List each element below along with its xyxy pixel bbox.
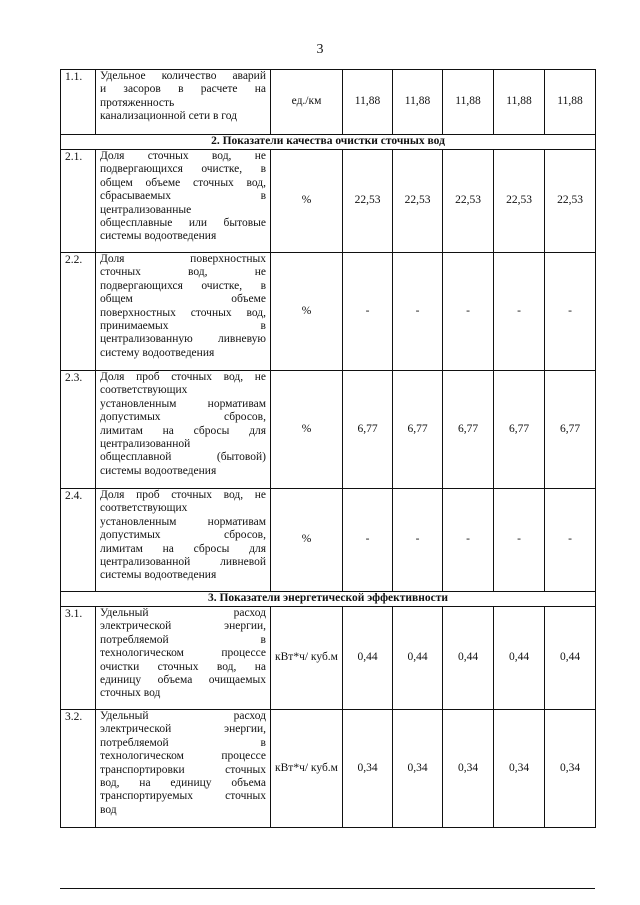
value-cell: 0,34 xyxy=(343,710,393,828)
description-line: канализационной сети в год xyxy=(100,110,237,123)
page-number: 3 xyxy=(316,42,324,57)
table-row xyxy=(61,150,596,253)
value-cell: - xyxy=(343,489,393,592)
description-line: установленным нормативам xyxy=(100,397,266,410)
row-number: 3.2. xyxy=(61,710,96,828)
indicators-table xyxy=(60,69,596,828)
value-cell: 11,88 xyxy=(545,70,596,135)
section-header-row xyxy=(61,592,596,607)
value-cell: 0,44 xyxy=(545,607,596,710)
value-cell: 0,44 xyxy=(343,607,393,710)
description-line: единицу объема очищаемых xyxy=(100,674,266,687)
indicator-description xyxy=(96,607,271,710)
description-line: потребляемой в xyxy=(100,633,266,646)
unit-cell: кВт*ч/ куб.м xyxy=(271,607,343,710)
value-cell: - xyxy=(545,253,596,371)
value-cell: - xyxy=(393,489,443,592)
description-line: допустимых сбросов, xyxy=(100,411,266,424)
value-cell: 11,88 xyxy=(494,70,545,135)
description-line: транспортировки сточных xyxy=(100,763,266,776)
value-cell: 22,53 xyxy=(443,150,494,253)
table-row xyxy=(61,710,596,828)
description-line: Удельное количество аварий xyxy=(100,70,266,82)
indicator-description xyxy=(96,489,271,592)
description-line: электрической энергии, xyxy=(100,723,266,736)
description-line: централизованной ливневой xyxy=(100,556,266,569)
description-line: системы водоотведения xyxy=(100,569,217,582)
description-line: централизованные xyxy=(100,203,192,216)
description-line: общем объеме xyxy=(100,293,266,306)
value-cell: 6,77 xyxy=(494,371,545,489)
value-cell: 0,44 xyxy=(443,607,494,710)
value-cell: 11,88 xyxy=(393,70,443,135)
description-line: подвергающихся очистке, в xyxy=(100,279,266,292)
value-cell: 22,53 xyxy=(343,150,393,253)
description-line: сточных вод xyxy=(100,687,161,700)
description-line: подвергающихся очистке, в xyxy=(100,163,266,176)
description-line: общесплавные или бытовые xyxy=(100,217,266,230)
description-line: электрической энергии, xyxy=(100,620,266,633)
description-line: Доля поверхностных xyxy=(100,253,266,265)
row-number: 2.2. xyxy=(61,253,96,371)
value-cell: 6,77 xyxy=(343,371,393,489)
value-cell: 6,77 xyxy=(545,371,596,489)
row-number: 2.4. xyxy=(61,489,96,592)
table-row xyxy=(61,607,596,710)
value-cell: - xyxy=(443,253,494,371)
description-line: общесплавной (бытовой) xyxy=(100,451,266,464)
description-line: вод, на единицу объема xyxy=(100,777,266,790)
table-row xyxy=(61,253,596,371)
value-cell: - xyxy=(545,489,596,592)
indicators-table-body xyxy=(61,70,596,828)
description-line: допустимых сбросов, xyxy=(100,529,266,542)
table-row xyxy=(61,489,596,592)
unit-cell: % xyxy=(271,371,343,489)
bottom-rule xyxy=(60,888,595,889)
description-line: очистки сточных вод, на xyxy=(100,660,266,673)
description-line: Удельный расход xyxy=(100,607,266,619)
description-line: транспортируемых сточных xyxy=(100,790,266,803)
value-cell: 0,34 xyxy=(545,710,596,828)
value-cell: - xyxy=(443,489,494,592)
description-line: общем объеме сточных вод, xyxy=(100,176,266,189)
indicator-description xyxy=(96,70,271,135)
value-cell: - xyxy=(393,253,443,371)
indicator-description xyxy=(96,253,271,371)
value-cell: 0,34 xyxy=(494,710,545,828)
description-line: Доля сточных вод, не xyxy=(100,150,266,162)
value-cell: - xyxy=(494,489,545,592)
description-line: соответствующих xyxy=(100,502,188,515)
row-number: 1.1. xyxy=(61,70,96,135)
row-number: 3.1. xyxy=(61,607,96,710)
description-line: централизованную ливневую xyxy=(100,333,266,346)
unit-cell: % xyxy=(271,253,343,371)
description-line: установленным нормативам xyxy=(100,515,266,528)
value-cell: 0,34 xyxy=(443,710,494,828)
description-line: систему водоотведения xyxy=(100,346,215,359)
indicator-description xyxy=(96,150,271,253)
table-row xyxy=(61,70,596,135)
value-cell: 22,53 xyxy=(393,150,443,253)
indicator-description xyxy=(96,371,271,489)
description-line: вод xyxy=(100,803,117,816)
description-line: потребляемой в xyxy=(100,736,266,749)
table-row xyxy=(61,371,596,489)
description-line: поверхностных сточных вод, xyxy=(100,306,266,319)
description-line: принимаемых в xyxy=(100,320,266,333)
description-line: и засоров в расчете на xyxy=(100,83,266,96)
description-line: Удельный расход xyxy=(100,710,266,722)
unit-cell: ед./км xyxy=(271,70,343,135)
value-cell: 0,44 xyxy=(494,607,545,710)
value-cell: 22,53 xyxy=(545,150,596,253)
value-cell: 11,88 xyxy=(343,70,393,135)
value-cell: 11,88 xyxy=(443,70,494,135)
unit-cell: % xyxy=(271,150,343,253)
value-cell: 22,53 xyxy=(494,150,545,253)
section-title: 2. Показатели качества очистки сточных вод xyxy=(61,135,596,150)
unit-cell: кВт*ч/ куб.м xyxy=(271,710,343,828)
description-line: централизованной xyxy=(100,438,191,451)
description-line: технологическом процессе xyxy=(100,647,266,660)
description-line: протяженность xyxy=(100,96,175,109)
value-cell: 0,44 xyxy=(393,607,443,710)
value-cell: 6,77 xyxy=(393,371,443,489)
value-cell: 6,77 xyxy=(443,371,494,489)
row-number: 2.3. xyxy=(61,371,96,489)
description-line: лимитам на сбросы для xyxy=(100,542,266,555)
row-number: 2.1. xyxy=(61,150,96,253)
unit-cell: % xyxy=(271,489,343,592)
value-cell: - xyxy=(343,253,393,371)
value-cell: - xyxy=(494,253,545,371)
description-line: системы водоотведения xyxy=(100,230,217,243)
description-line: технологическом процессе xyxy=(100,750,266,763)
description-line: сточных вод, не xyxy=(100,266,266,279)
section-header-row xyxy=(61,135,596,150)
description-line: Доля проб сточных вод, не xyxy=(100,489,266,501)
section-title: 3. Показатели энергетической эффективности xyxy=(61,592,596,607)
description-line: Доля проб сточных вод, не xyxy=(100,371,266,383)
description-line: лимитам на сбросы для xyxy=(100,424,266,437)
value-cell: 0,34 xyxy=(393,710,443,828)
description-line: сбрасываемых в xyxy=(100,190,266,203)
indicator-description xyxy=(96,710,271,828)
description-line: соответствующих xyxy=(100,384,188,397)
description-line: системы водоотведения xyxy=(100,464,217,477)
